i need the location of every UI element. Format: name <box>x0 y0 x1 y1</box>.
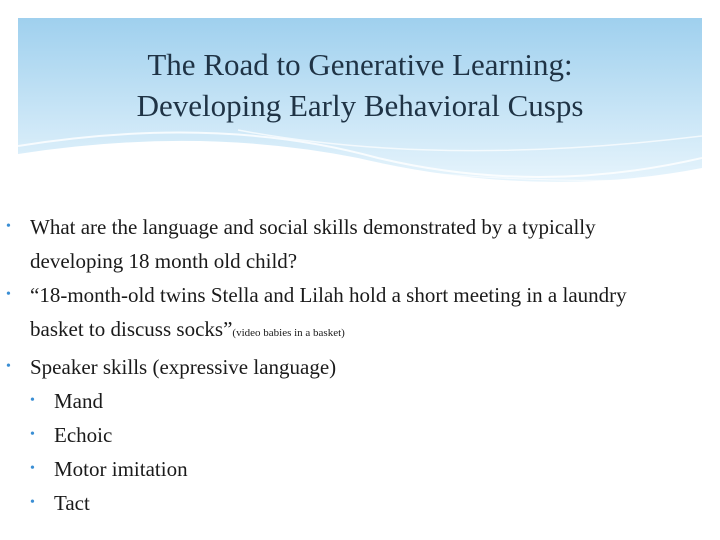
bullet-2-line-2-wrap <box>30 312 718 350</box>
bullet-2-line-2: basket to discuss socks” <box>30 317 233 341</box>
sub-bullet-icon: • <box>30 393 35 408</box>
bullet-item-1 <box>6 210 718 278</box>
sub-bullet-icon: • <box>30 461 35 476</box>
sub-bullet-label: Mand <box>54 389 103 413</box>
sub-bullet-label: Motor imitation <box>54 457 188 481</box>
bullet-icon: • <box>6 219 11 234</box>
bullet-list <box>6 210 718 520</box>
slide-title-line-1: The Road to Generative Learning: <box>147 47 573 82</box>
slide-title <box>18 44 702 126</box>
slide-title-line-2: Developing Early Behavioral Cusps <box>136 88 584 123</box>
sub-bullet-item-2 <box>6 418 718 452</box>
bullet-icon: • <box>6 287 11 302</box>
sub-bullet-icon: • <box>30 495 35 510</box>
bullet-3-line-1: Speaker skills (expressive language) <box>30 355 337 379</box>
bullet-1-line-1: What are the language and social skills demonstrated by a typically <box>30 215 596 239</box>
bullet-2-video-note: (video babies in a basket) <box>232 327 345 339</box>
bullet-icon: • <box>6 359 11 374</box>
sub-bullet-icon: • <box>30 427 35 442</box>
sub-bullet-label: Echoic <box>54 423 113 447</box>
sub-bullet-item-4 <box>6 486 718 520</box>
bullet-item-2 <box>6 278 718 350</box>
sub-bullet-item-3 <box>6 452 718 486</box>
bullet-item-3 <box>6 350 718 384</box>
sub-bullet-label: Tact <box>54 491 90 515</box>
bullet-2-line-1: “18-month-old twins Stella and Lilah hold a short meeting in a laundry <box>30 283 627 307</box>
bullet-1-line-2: developing 18 month old child? <box>30 249 298 273</box>
sub-bullet-item-1 <box>6 384 718 418</box>
